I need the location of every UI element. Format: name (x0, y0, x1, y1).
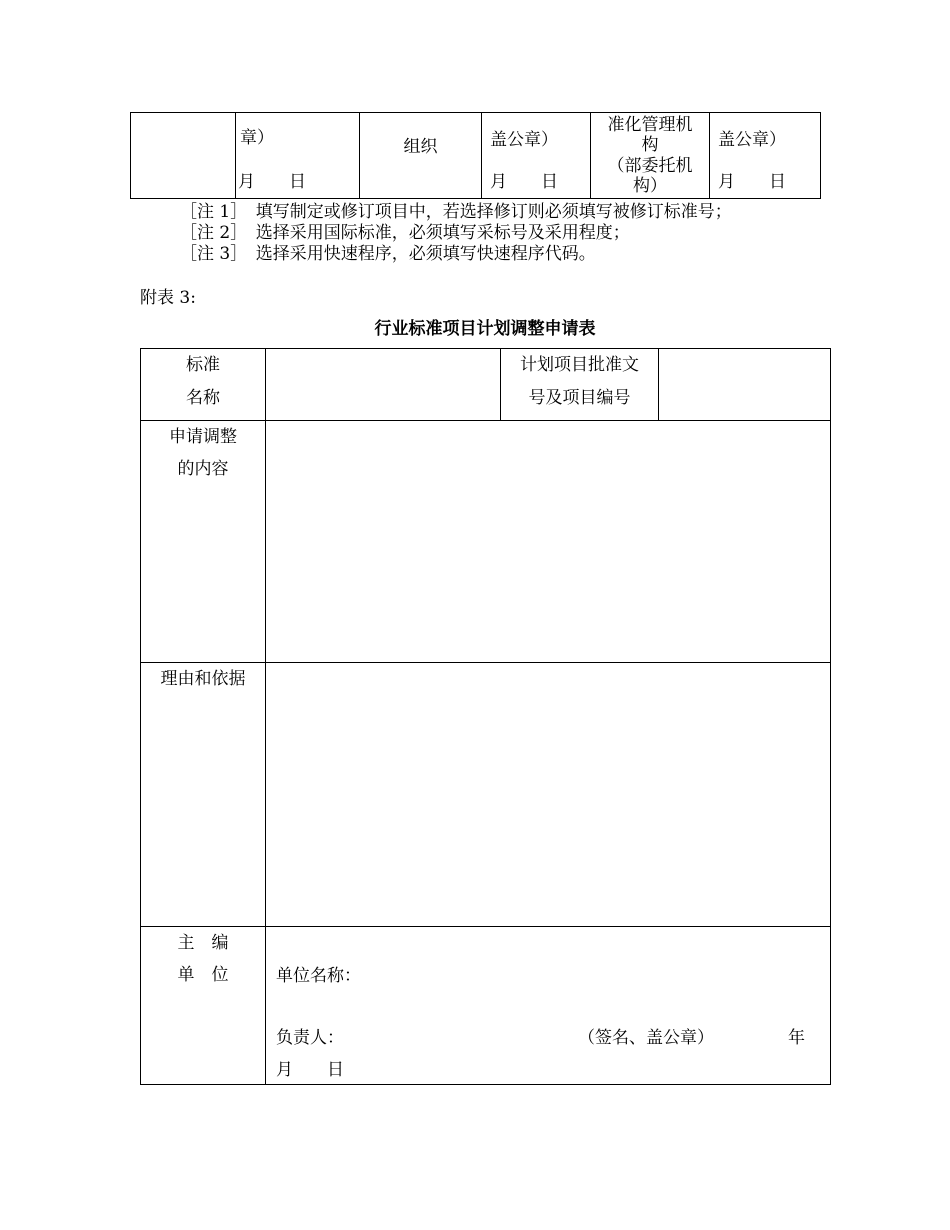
fragment-seal-text-2: 盖公章） (490, 130, 558, 150)
year-label: 年 (788, 1028, 805, 1048)
fragment-cell-seal-2 (482, 113, 591, 199)
month-day-label: 月 日 (276, 1060, 344, 1080)
adjust-content-label-cell (141, 421, 266, 663)
standard-name-label-line-1: 标准 (186, 355, 220, 375)
fragment-seal-text-3: 盖公章） (718, 130, 786, 150)
form-title: 行业标准项目计划调整申请表 (374, 319, 596, 339)
fragment-organization-label: 组织 (403, 137, 438, 157)
unit-name-label: 单位名称： (276, 966, 361, 986)
fragment-mgmt-line-3: （部委托机 (607, 156, 693, 176)
fragment-mgmt-line-4: 构） (633, 176, 667, 196)
note-2: ［注 2］ 选择采用国际标准，必须填写采标号及采用程度； (180, 223, 630, 243)
fragment-cell-empty (131, 113, 236, 199)
fragment-date-text: 月 日 (238, 172, 306, 192)
standard-name-label-cell (141, 349, 266, 421)
note-3: ［注 3］ 选择采用快速程序，必须填写快速程序代码。 (180, 244, 596, 264)
fragment-mgmt-line-1: 准化管理机 (607, 115, 693, 135)
fragment-cell-applicant-seal (236, 113, 360, 199)
editor-unit-field[interactable] (266, 927, 831, 1085)
fragment-date-text-2: 月 日 (490, 172, 558, 192)
fragment-cell-seal-3 (710, 113, 821, 199)
reason-label: 理由和依据 (160, 669, 246, 689)
signature-seal-label: （签名、盖公章） (578, 1028, 714, 1048)
reason-field[interactable] (266, 663, 831, 927)
fragment-cell-organization (360, 113, 482, 199)
fragment-seal-text: 章） (240, 128, 274, 148)
previous-form-fragment (130, 112, 821, 199)
editor-unit-label-line-2: 单 位 (177, 965, 229, 985)
standard-name-field[interactable] (266, 349, 501, 421)
plan-number-label-cell (501, 349, 659, 421)
note-1: ［注 1］ 填写制定或修订项目中，若选择修订则必须填写被修订标准号； (180, 202, 732, 222)
editor-unit-label-line-1: 主 编 (177, 933, 229, 953)
appendix-label: 附表 3: (140, 288, 196, 308)
plan-number-label-line-1: 计划项目批准文 (520, 355, 639, 375)
responsible-person-label: 负责人： (276, 1028, 344, 1048)
fragment-cell-management-body (591, 113, 710, 199)
editor-unit-label-cell (141, 927, 266, 1085)
fragment-date-text-3: 月 日 (718, 172, 786, 192)
standard-name-label-line-2: 名称 (186, 388, 220, 408)
adjust-content-field[interactable] (266, 421, 831, 663)
fragment-mgmt-line-2: 构 (641, 135, 659, 155)
adjust-content-label-line-1: 申请调整 (169, 427, 237, 447)
reason-label-cell (141, 663, 266, 927)
plan-number-label-line-2: 号及项目编号 (528, 388, 631, 408)
adjustment-application-form (140, 348, 831, 1085)
plan-number-field[interactable] (659, 349, 831, 421)
adjust-content-label-line-2: 的内容 (177, 459, 229, 479)
